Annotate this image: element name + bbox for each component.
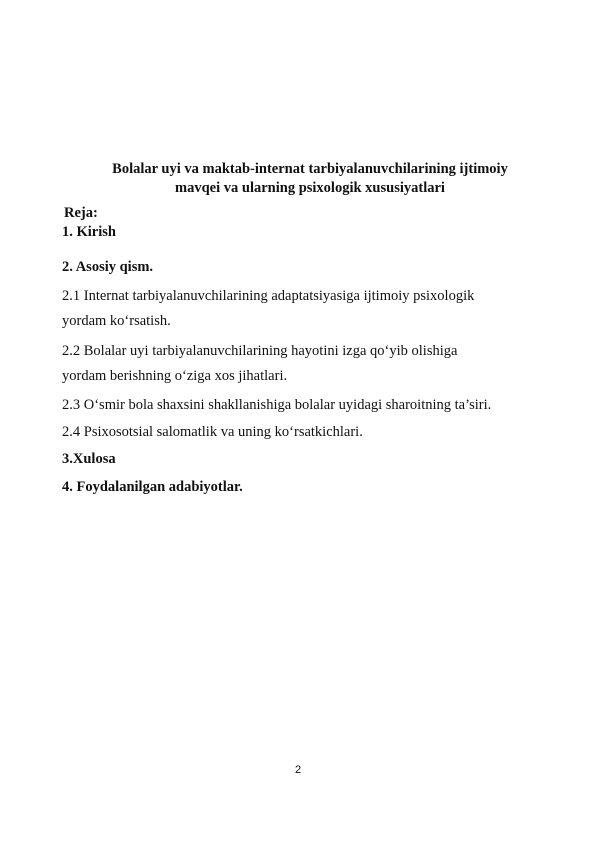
plan-item-2-3: 2.3 O‘smir bola shaxsini shakllanishiga bolalar uyidagi sharoitning ta’siri. — [62, 397, 492, 413]
plan-item-2-2-line-2: yordam berishning o‘ziga xos jihatlari. — [62, 368, 288, 384]
plan-item-foydalanilgan-adabiyotlar: 4. Foydalanilgan adabiyotlar. — [62, 479, 243, 495]
plan-item-2-1-line-2: yordam ko‘rsatish. — [62, 313, 171, 329]
plan-item-xulosa: 3.Xulosa — [62, 451, 116, 467]
plan-item-2-4: 2.4 Psixosotsial salomatlik va uning ko‘rsatkichlari. — [62, 424, 363, 440]
page-number: 2 — [294, 764, 302, 776]
document-title-line-1: Bolalar uyi va maktab-internat tarbiyalanuvchilarining ijtimoiy — [112, 161, 508, 177]
plan-item-2-2-line-1: 2.2 Bolalar uyi tarbiyalanuvchilarining hayotini izga qo‘yib olishiga — [62, 343, 458, 359]
plan-heading: Reja: — [64, 205, 98, 221]
plan-item-2-1-line-1: 2.1 Internat tarbiyalanuvchilarining adaptatsiyasiga ijtimoiy psixologik — [62, 288, 475, 304]
plan-item-kirish: 1. Kirish — [62, 224, 116, 240]
document-title-line-2: mavqei va ularning psixologik xususiyatlari — [175, 180, 445, 196]
plan-item-asosiy-qism: 2. Asosiy qism. — [62, 259, 154, 275]
